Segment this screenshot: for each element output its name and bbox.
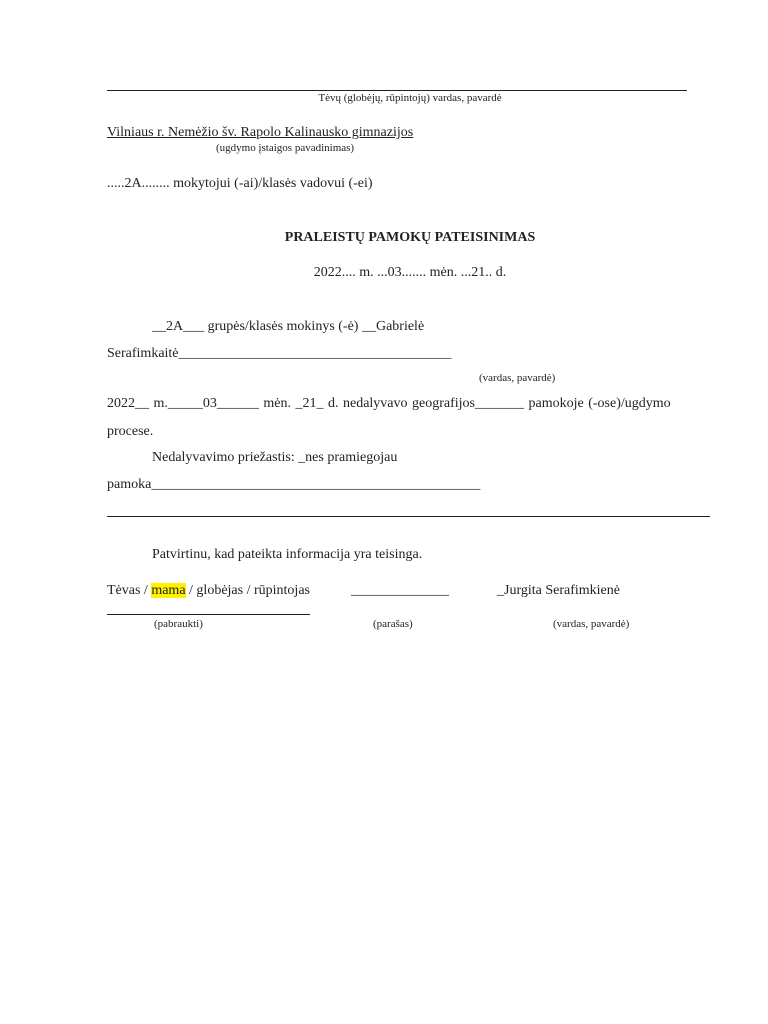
parent-name-line [107, 90, 687, 91]
name-caption: (vardas, pavardė) [553, 618, 630, 630]
role-prefix: Tėvas / [107, 583, 152, 598]
parent-caption: Tėvų (globėjų, rūpintojų) vardas, pavardė [318, 92, 502, 104]
absence-reason-continued: pamoka_______________________________________________ [107, 477, 481, 492]
absence-reason: Nedalyvavimo priežastis: _nes pramiegojau [152, 450, 398, 465]
reason-extra-line [107, 516, 710, 517]
role-highlight: mama [151, 583, 186, 598]
role-suffix: / globėjas / rūpintojas [185, 583, 310, 598]
absence-line-1: 2022__ m._____03______ mėn. _21_ d. nedalyvavo geografijos_______ pamokoje (-ose)/ugdymo [107, 396, 671, 411]
signature-caption: (parašas) [373, 618, 413, 630]
confirmation-text: Patvirtinu, kad pateikta informacija yra teisinga. [152, 547, 423, 562]
guardian-name: _Jurgita Serafimkienė [497, 583, 620, 598]
absence-line-2: procese. [107, 424, 154, 439]
student-name-caption: (vardas, pavardė) [479, 372, 556, 384]
student-line-2: Serafimkaitė_______________________________________ [107, 346, 452, 361]
signature-blank: ______________ [351, 583, 449, 598]
student-line-1: __2A___ grupės/klasės mokinys (-ė) __Gabrielė [152, 319, 425, 334]
guardian-role [107, 583, 310, 599]
document-title: PRALEISTŲ PAMOKŲ PATEISINIMAS [284, 230, 536, 245]
document-date: 2022.... m. ...03....... mėn. ...21.. d. [313, 265, 507, 280]
addressee-line: .....2A........ mokytojui (-ai)/klasės vadovui (-ei) [107, 176, 373, 191]
school-caption: (ugdymo įstaigos pavadinimas) [216, 142, 355, 154]
underline-caption: (pabraukti) [154, 618, 203, 630]
school-name: Vilniaus r. Nemėžio šv. Rapolo Kalinausko gimnazijos [107, 125, 414, 140]
role-underline [107, 614, 310, 615]
